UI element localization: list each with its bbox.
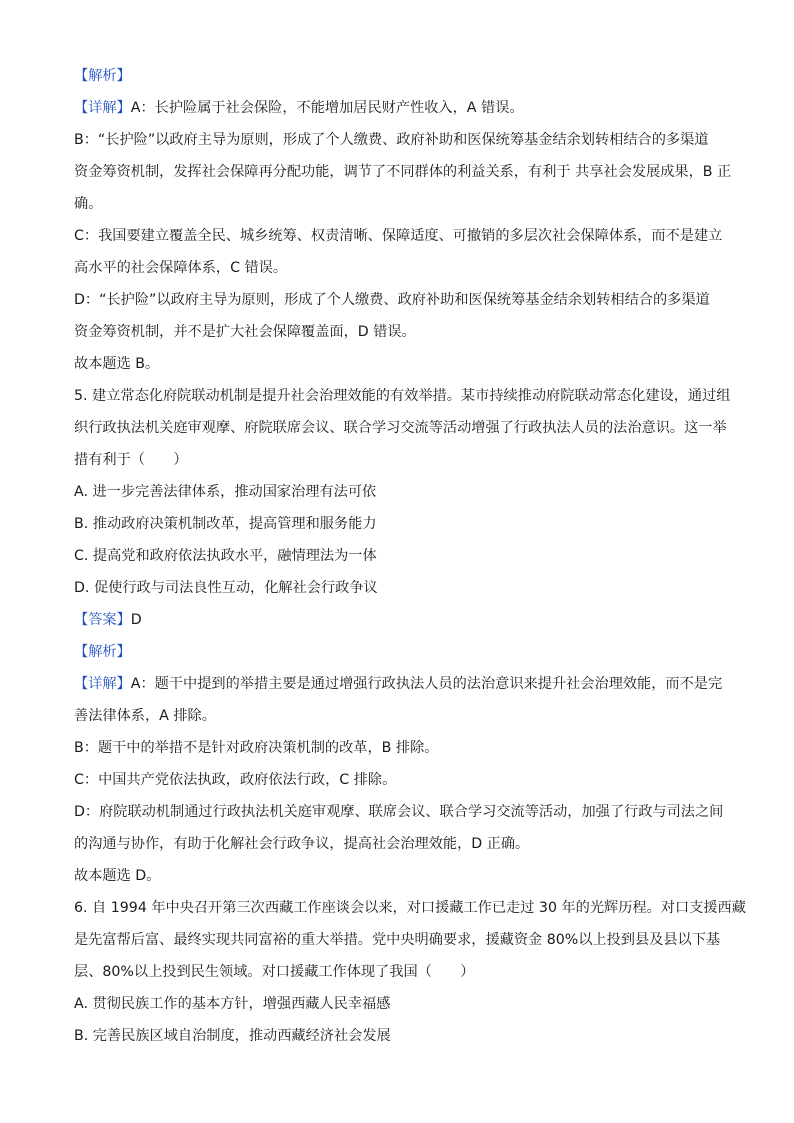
- detail-tag: 【详解】: [74, 676, 131, 692]
- answer-line: [74, 610, 724, 630]
- detail-line: 确。: [74, 196, 103, 212]
- detail-line: 资金筹资机制，并不是扩大社会保障覆盖面，D 错误。: [74, 324, 416, 340]
- detail-line: B：“长护险”以政府主导为原则，形成了个人缴费、政府补助和医保统筹基金结余划转相结合的多渠道: [74, 132, 709, 148]
- detail-line: 资金筹资机制，发挥社会保障再分配功能，调节了不同群体的利益关系，有利于 共享社会发展成果，B 正: [74, 164, 732, 180]
- conclusion-line: 故本题选 B。: [74, 356, 160, 372]
- conclusion-line: 故本题选 D。: [74, 868, 161, 884]
- option-d: D. 促使行政与司法良性互动，化解社会行政争议: [74, 580, 378, 596]
- detail-line: B：题干中的举措不是针对政府决策机制的改革，B 排除。: [74, 740, 439, 756]
- detail-line: 的沟通与协作，有助于化解社会行政争议，提高社会治理效能，D 正确。: [74, 836, 530, 852]
- question-stem-line: 是先富帮后富、最终实现共同富裕的重大举措。党中央明确要求，援藏资金 80%以上投到县及县以下基: [74, 932, 721, 948]
- detail-line: 善法律体系，A 排除。: [74, 708, 216, 724]
- detail-tag: 【详解】: [74, 100, 131, 116]
- question-stem-line: 措有利于（ ）: [74, 452, 188, 468]
- question-stem-line: 层、80%以上投到民生领域。对口援藏工作体现了我国（ ）: [74, 964, 475, 980]
- detail-line: D：府院联动机制通过行政执法机关庭审观摩、联席会议、联合学习交流等活动，加强了行政与司法之间: [74, 804, 724, 820]
- option-b: B. 完善民族区域自治制度，推动西藏经济社会发展: [74, 1028, 391, 1044]
- option-a: A. 进一步完善法律体系，推动国家治理有法可依: [74, 484, 377, 500]
- detail-line: D：“长护险”以政府主导为原则，形成了个人缴费、政府补助和医保统筹基金结余划转相结合的多渠道: [74, 292, 710, 308]
- detail-line: 【详解】A：题干中提到的举措主要是通过增强行政执法人员的法治意识来提升社会治理效能，而不是完: [74, 676, 723, 692]
- answer-value: D: [130, 612, 142, 628]
- question-stem-line: 6. 自 1994 年中央召开第三次西藏工作座谈会以来，对口援藏工作已走过 30 年的光辉历程。对口支援西藏: [74, 900, 746, 916]
- detail-line: 【详解】A：长护险属于社会保险，不能增加居民财产性收入，A 错误。: [74, 100, 524, 116]
- analysis-tag: 【解析】: [74, 68, 131, 84]
- question-stem-line: 5. 建立常态化府院联动机制是提升社会治理效能的有效举措。某市持续推动府院联动常态化建设，通过组: [74, 388, 731, 404]
- option-b: B. 推动政府决策机制改革，提高管理和服务能力: [74, 516, 377, 532]
- answer-tag: 【答案】: [74, 612, 131, 628]
- detail-line: C：我国要建立覆盖全民、城乡统筹、权责清晰、保障适度、可撤销的多层次社会保障体系，而不是建立: [74, 228, 723, 244]
- option-c: C. 提高党和政府依法执政水平，融情理法为一体: [74, 548, 377, 564]
- option-a: A. 贯彻民族工作的基本方针，增强西藏人民幸福感: [74, 996, 391, 1012]
- analysis-tag: 【解析】: [74, 644, 131, 660]
- question-stem-line: 织行政执法机关庭审观摩、府院联席会议、联合学习交流等活动增强了行政执法人员的法治意识。这一举: [74, 420, 727, 436]
- detail-line: C：中国共产党依法执政，政府依法行政，C 排除。: [74, 772, 397, 788]
- detail-line: 高水平的社会保障体系，C 错误。: [74, 260, 288, 276]
